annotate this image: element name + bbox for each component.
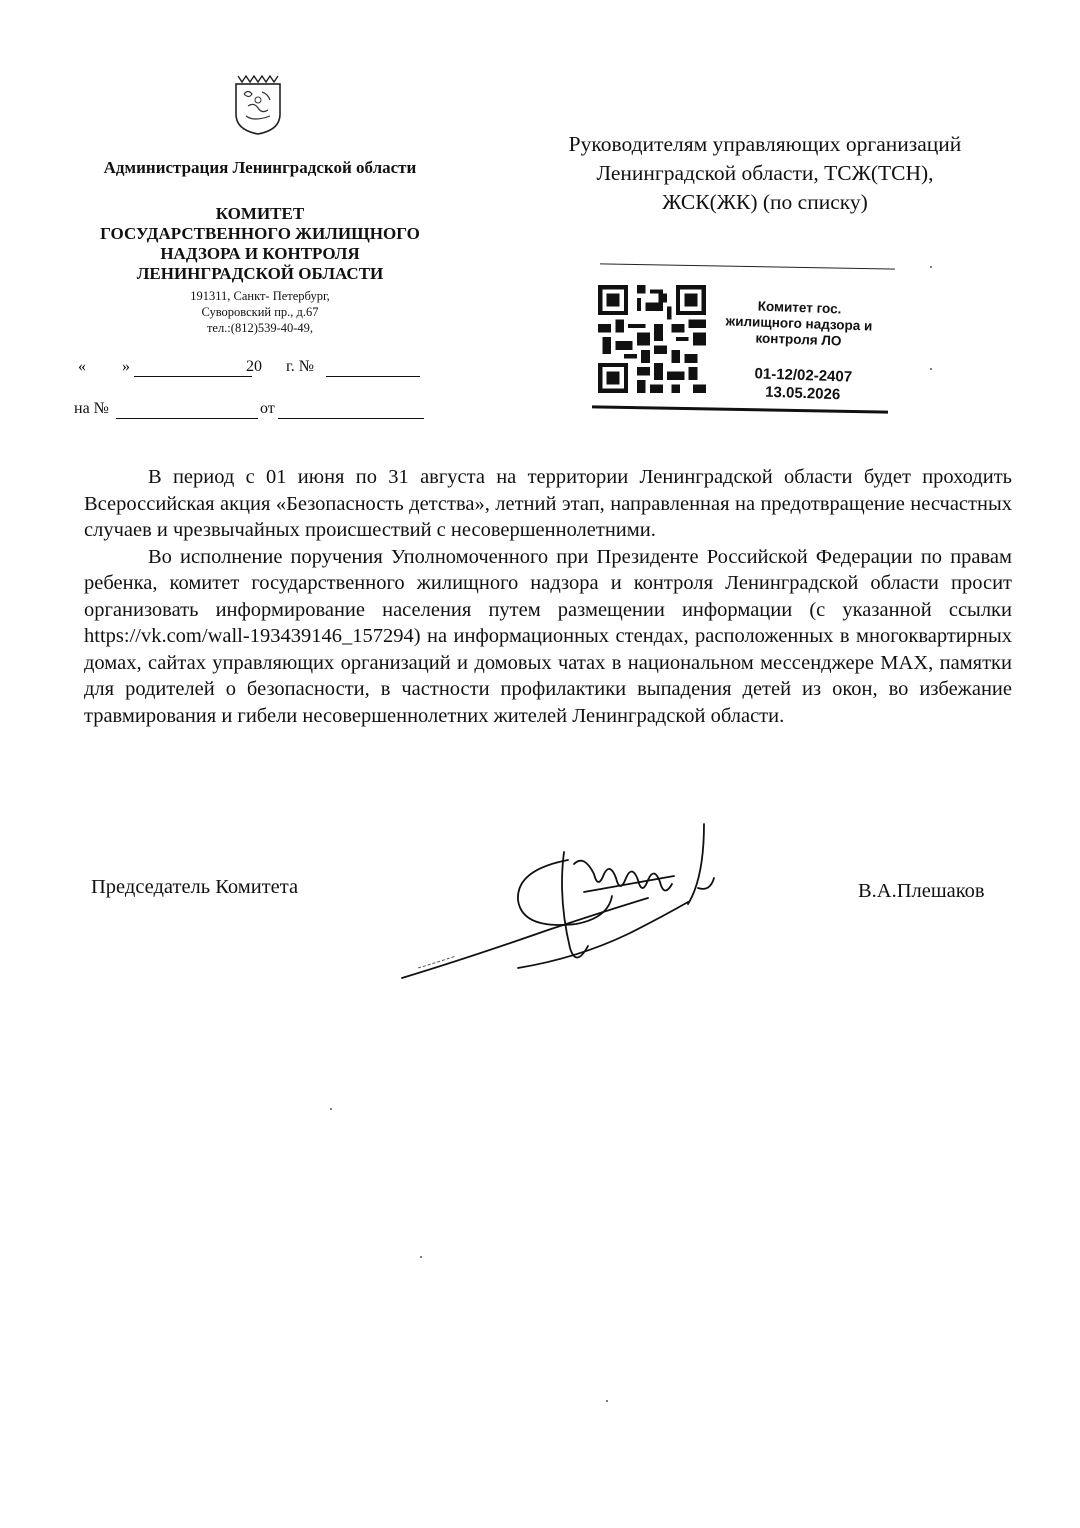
letter-body [84,464,1012,729]
ref-number-label: на № [74,400,109,417]
date-blank [134,358,252,377]
stamp-reg-date: 13.05.2026 [764,383,841,404]
committee-title-line: ЛЕНИНГРАДСКОЙ ОБЛАСТИ [136,264,384,283]
stamp-org-line: Комитет гос. [757,298,842,317]
stamp-reg-number: 01-12/02-2407 [754,365,853,386]
number-blank [326,358,420,377]
committee-address [60,288,460,336]
date-year-prefix: 20 [246,358,262,375]
stamp-bottom-rule [592,405,888,413]
stamp-top-rule [600,263,895,269]
outgoing-date-number-line [78,358,428,382]
registration-stamp [588,260,898,425]
reference-line [74,400,428,424]
date-close-quote: » [122,358,130,375]
date-number-label: г. № [286,358,315,375]
addressee-line: ЖСК(ЖК) (по списку) [662,190,868,214]
scan-speck [930,368,932,370]
signer-name: В.А.Плешаков [858,880,985,902]
scan-speck [330,1108,332,1110]
scan-speck [420,1256,422,1258]
qr-code-icon [598,285,706,393]
committee-title-line: ГОСУДАРСТВЕННОГО ЖИЛИЩНОГО [100,224,420,243]
stamp-registration [717,364,888,406]
address-line: Суворовский пр., д.67 [201,305,319,319]
committee-title-line: НАДЗОРА И КОНТРОЛЯ [160,244,360,263]
administration-title: Администрация Ленинградской области [103,158,417,177]
stamp-org-line: жилищного надзора и [725,313,873,334]
addressee-line: Руководителям управляющих организаций [568,132,962,156]
ref-date-blank [278,400,424,419]
ref-from-label: от [260,400,275,417]
date-open-quote: « [78,358,86,375]
signer-position: Председатель Комитета [91,876,299,898]
stamp-org-line: контроля ЛО [755,330,842,349]
committee-title-line: КОМИТЕТ [215,204,305,223]
addressee-block [540,130,990,217]
ref-number-blank [116,400,258,419]
address-line: тел.:(812)539-40-49, [206,321,314,335]
handwritten-signature [398,818,728,990]
scan-speck [930,266,932,268]
body-paragraph: В период с 01 июня по 31 августа на территории Ленинградской области будет проходить Всероссийская акция «Безопасность детства», летний этап, направленная на предотвращение несчастных случаев и чрезвычайных происшествий с несовершеннолетними. [84,466,1012,541]
addressee-line: Ленинградской области, ТСЖ(ТСН), [596,161,934,185]
stamp-organization [703,297,895,352]
body-paragraph: Во исполнение поручения Уполномоченного при Президенте Российской Федерации по правам ребенка, комитет государственного жилищного надзора и контроля Ленинградской области просит организовать информирование населения путем размещении информации (с указанной ссылки https://vk.com/wall-193439146_157294) на информационных стендах, расположенных в многоквартирных домах, сайтах управляющих организаций и домовых чатах в национальном мессенджере MAX, памятки для родителей о безопасности, в частности профилактики выпадения детей из окон, во избежание травмирования и гибели несовершеннолетних жителей Ленинградской области. [84,545,1012,727]
scan-speck [606,1400,608,1402]
coat-of-arms-icon [232,74,284,136]
address-line: 191311, Санкт- Петербург, [190,289,330,303]
committee-title [60,204,460,284]
